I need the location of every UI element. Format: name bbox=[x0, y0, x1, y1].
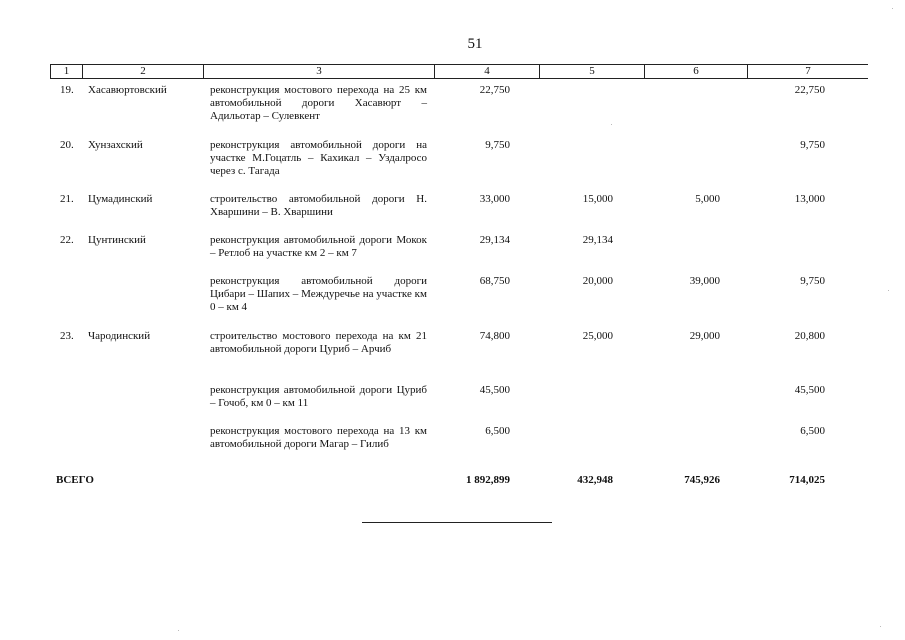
total-col-5: 432,948 bbox=[577, 474, 613, 486]
value-col-7: 45,500 bbox=[794, 384, 825, 396]
value-col-4: 22,750 bbox=[479, 84, 510, 96]
row-number: 19. bbox=[60, 84, 74, 96]
project-description: реконструкция автомобильной дороги на участке М.Гоцатль – Кахикал – Уздалросо через с. Тагада bbox=[210, 139, 427, 177]
header-col-6: 6 bbox=[645, 65, 748, 78]
row-number: 20. bbox=[60, 139, 74, 151]
row-number: 22. bbox=[60, 234, 74, 246]
district-name: Хасавюртовский bbox=[88, 84, 167, 96]
total-col-4: 1 892,899 bbox=[466, 474, 510, 486]
row-number: 23. bbox=[60, 330, 74, 342]
district-name: Хунзахский bbox=[88, 139, 143, 151]
scan-speck bbox=[888, 290, 889, 291]
value-col-4: 9,750 bbox=[485, 139, 510, 151]
project-description: реконструкция мостового перехода на 13 км автомобильной дороги Магар – Гилиб bbox=[210, 425, 427, 450]
value-col-4: 68,750 bbox=[479, 275, 510, 287]
value-col-5: 15,000 bbox=[582, 193, 613, 205]
value-col-6: 5,000 bbox=[695, 193, 720, 205]
district-name: Чародинский bbox=[88, 330, 151, 342]
project-description: строительство мостового перехода на км 21 автомобильной дороги Цуриб – Арчиб bbox=[210, 330, 427, 355]
project-description: строительство автомобильной дороги Н. Хваршини – В. Хваршини bbox=[210, 193, 427, 218]
value-col-5: 25,000 bbox=[582, 330, 613, 342]
value-col-7: 9,750 bbox=[800, 275, 825, 287]
project-description: реконструкция автомобильной дороги Цуриб – Гочоб, км 0 – км 11 bbox=[210, 384, 427, 409]
value-col-7: 6,500 bbox=[800, 425, 825, 437]
project-description: реконструкция мостового перехода на 25 км автомобильной дороги Хасавюрт – Адильотар – Сулевкент bbox=[210, 84, 427, 122]
value-col-5: 20,000 bbox=[582, 275, 613, 287]
header-col-2: 2 bbox=[83, 65, 204, 78]
value-col-6: 29,000 bbox=[689, 330, 720, 342]
scan-speck bbox=[178, 630, 179, 631]
value-col-4: 33,000 bbox=[479, 193, 510, 205]
value-col-7: 20,800 bbox=[794, 330, 825, 342]
header-col-5: 5 bbox=[540, 65, 645, 78]
end-divider bbox=[362, 522, 552, 523]
total-label: ВСЕГО bbox=[56, 474, 94, 486]
value-col-4: 29,134 bbox=[479, 234, 510, 246]
value-col-7: 22,750 bbox=[794, 84, 825, 96]
total-col-6: 745,926 bbox=[684, 474, 720, 486]
total-col-7: 714,025 bbox=[789, 474, 825, 486]
value-col-5: 29,134 bbox=[582, 234, 613, 246]
header-col-3: 3 bbox=[204, 65, 435, 78]
header-col-7: 7 bbox=[805, 65, 811, 77]
scan-speck bbox=[880, 626, 881, 627]
district-name: Цунтинский bbox=[88, 234, 146, 246]
project-description: реконструкция автомобильной дороги Мокок – Ретлоб на участке км 2 – км 7 bbox=[210, 234, 427, 259]
value-col-4: 6,500 bbox=[485, 425, 510, 437]
district-name: Цумадинский bbox=[88, 193, 153, 205]
value-col-6: 39,000 bbox=[689, 275, 720, 287]
page-number: 51 bbox=[467, 36, 483, 52]
value-col-4: 74,800 bbox=[479, 330, 510, 342]
scan-speck bbox=[611, 124, 612, 125]
row-number: 21. bbox=[60, 193, 74, 205]
header-col-4: 4 bbox=[435, 65, 540, 78]
value-col-7: 13,000 bbox=[794, 193, 825, 205]
table-header bbox=[50, 64, 868, 79]
header-col-1: 1 bbox=[50, 65, 83, 78]
value-col-7: 9,750 bbox=[800, 139, 825, 151]
value-col-4: 45,500 bbox=[479, 384, 510, 396]
project-description: реконструкция автомобильной дороги Цибари – Шапих – Междуречье на участке км 0 – км 4 bbox=[210, 275, 427, 313]
scan-speck bbox=[892, 8, 893, 9]
